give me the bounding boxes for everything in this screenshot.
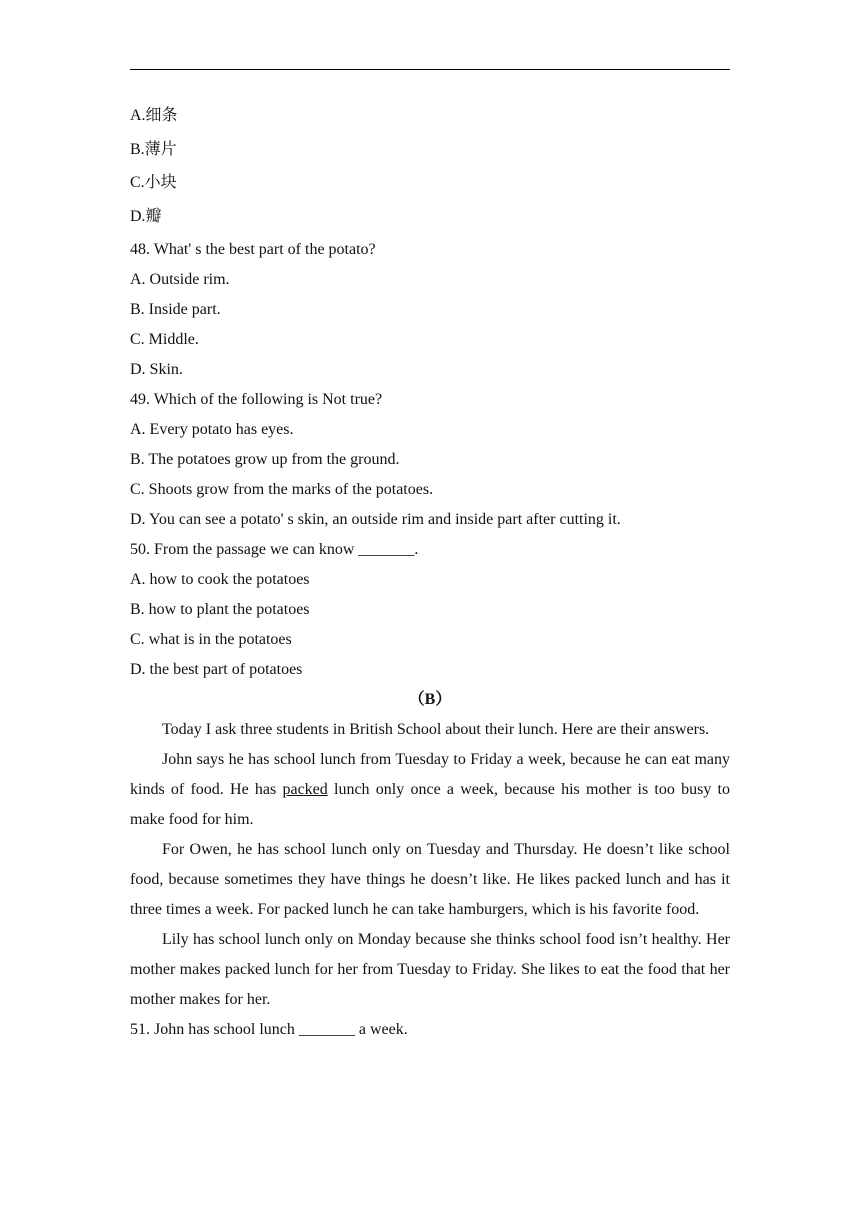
question-49: 49. Which of the following is Not true? <box>130 391 383 408</box>
option-49-b: B. The potatoes grow up from the ground. <box>130 451 400 468</box>
option-47-a: A.细条 <box>130 107 178 124</box>
option-48-b: B. Inside part. <box>130 301 221 318</box>
header-rule <box>130 69 730 70</box>
option-48-a: A. Outside rim. <box>130 271 230 288</box>
option-49-d: D. You can see a potato' s skin, an outside rim and inside part after cutting it. <box>130 511 621 528</box>
option-49-c: C. Shoots grow from the marks of the potatoes. <box>130 481 434 498</box>
paragraph-2-text-start: John says he has school lunch from Tuesday to Friday a week, because he can eat many kinds of food. He has <box>130 751 730 798</box>
option-48-d: D. Skin. <box>130 361 183 378</box>
option-48-c: C. Middle. <box>130 331 199 348</box>
passage-paragraph-2 <box>130 745 730 835</box>
question-51: 51. John has school lunch _______ a week. <box>130 1021 408 1038</box>
option-47-c: C.小块 <box>130 174 177 191</box>
question-50: 50. From the passage we can know _______. <box>130 541 419 558</box>
question-48: 48. What' s the best part of the potato? <box>130 241 376 258</box>
passage-paragraph-3: For Owen, he has school lunch only on Tuesday and Thursday. He doesn’t like school food, because sometimes they have things he doesn’t like. He likes packed lunch and has it three times a week. For packed lunch he can take hamburgers, which is his favorite food. <box>130 841 730 918</box>
option-50-c: C. what is in the potatoes <box>130 631 292 648</box>
page-content <box>130 101 730 1045</box>
option-50-a: A. how to cook the potatoes <box>130 571 310 588</box>
paragraph-2-text-end: lunch only once a week, because his mother is too busy to make food for him. <box>130 781 731 828</box>
underlined-word-packed: packed <box>282 781 328 798</box>
section-b-title: （B） <box>408 691 452 708</box>
option-47-b: B.薄片 <box>130 140 177 158</box>
option-50-d: D. the best part of potatoes <box>130 661 303 678</box>
passage-paragraph-4: Lily has school lunch only on Monday because she thinks school food isn’t healthy. Her mother makes packed lunch for her from Tuesday to Friday. She likes to eat the food that her mother makes for her. <box>130 931 730 1008</box>
passage-paragraph-1: Today I ask three students in British School about their lunch. Here are their answers. <box>162 721 710 738</box>
option-50-b: B. how to plant the potatoes <box>130 601 310 618</box>
option-49-a: A. Every potato has eyes. <box>130 421 294 438</box>
option-47-d: D.瓣 <box>130 207 162 225</box>
